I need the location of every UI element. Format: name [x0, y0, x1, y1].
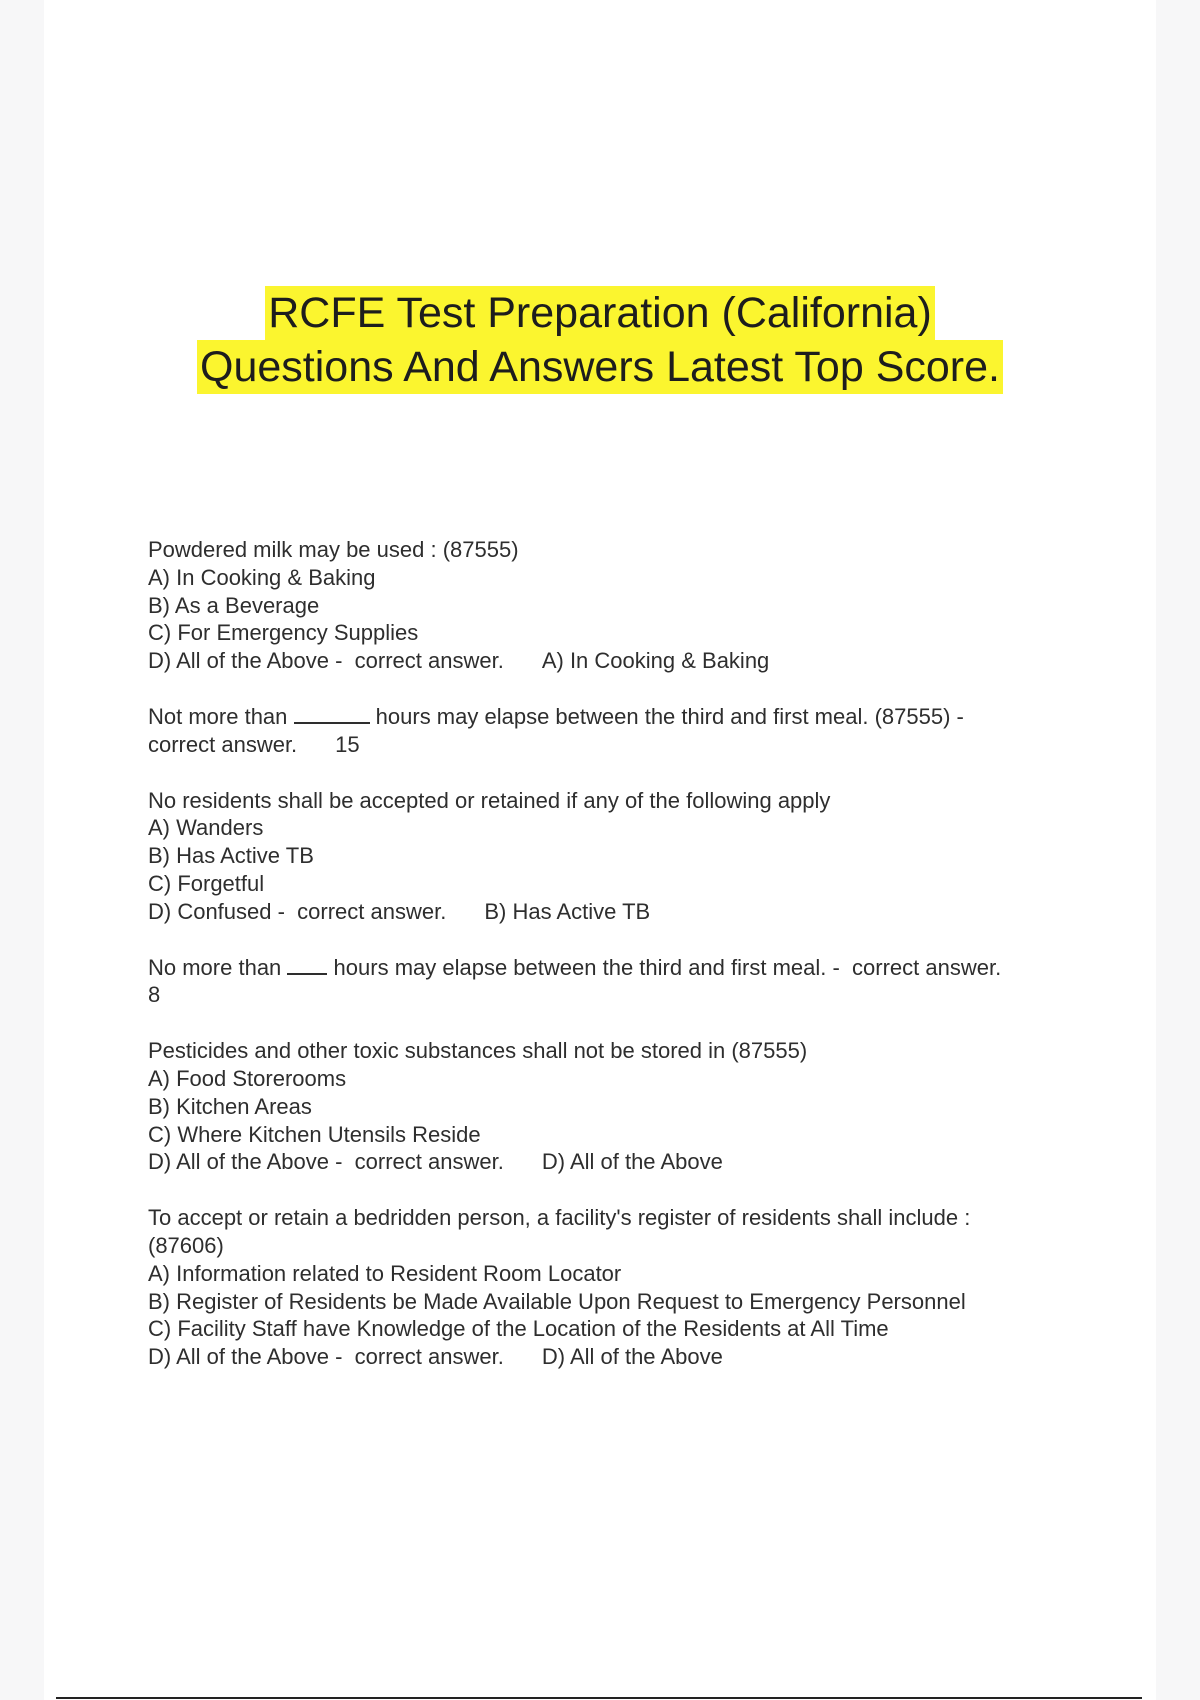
option-d: D) All of the Above - correct answer. [148, 1344, 504, 1370]
answer-line [148, 731, 1088, 759]
correct-answer: B) Has Active TB [484, 898, 651, 924]
option-d: D) All of the Above - correct answer. [148, 648, 504, 674]
option-c: C) For Emergency Supplies [148, 620, 419, 646]
answer-label: correct answer. [148, 731, 298, 757]
question-text-part: No more than [148, 954, 282, 980]
correct-answer: 8 [148, 982, 161, 1008]
questions-list [148, 536, 1088, 1399]
option-d-with-answer [148, 647, 1088, 675]
question-text-line [148, 703, 1088, 731]
question-text-part: Not more than [148, 703, 288, 729]
question-block-1 [148, 536, 1088, 675]
option-c: C) Facility Staff have Knowledge of the Location of the Residents at All Time [148, 1316, 889, 1342]
option-a: A) Food Storerooms [148, 1065, 347, 1091]
option-b: B) Has Active TB [148, 843, 314, 869]
option-d: D) All of the Above - correct answer. [148, 1149, 504, 1175]
option-a: A) Information related to Resident Room Locator [148, 1260, 622, 1286]
blank-line [294, 704, 370, 724]
question-text-line [148, 954, 1088, 982]
option-c: C) Forgetful [148, 870, 265, 896]
option-b: B) Kitchen Areas [148, 1093, 312, 1119]
question-block-5 [148, 1037, 1088, 1176]
correct-answer: D) All of the Above [541, 1344, 723, 1370]
question-text-part: hours may elapse between the third and first meal. (87555) - [375, 703, 964, 729]
question-block-4 [148, 954, 1088, 1010]
question-block-6 [148, 1204, 1088, 1371]
option-c: C) Where Kitchen Utensils Reside [148, 1121, 481, 1147]
question-block-2 [148, 703, 1088, 759]
correct-answer: D) All of the Above [541, 1149, 723, 1175]
question-text: No residents shall be accepted or retained if any of the following apply [148, 787, 831, 813]
blank-line [287, 955, 327, 975]
correct-answer: 15 [335, 731, 360, 757]
question-text-part: hours may elapse between the third and first meal. - correct answer. [333, 954, 1002, 980]
option-a: A) Wanders [148, 815, 264, 841]
question-text: Pesticides and other toxic substances shall not be stored in (87555) [148, 1038, 808, 1064]
question-block-3 [148, 787, 1088, 926]
option-d-with-answer [148, 898, 1088, 926]
option-a: A) In Cooking & Baking [148, 564, 376, 590]
title-line-1: RCFE Test Preparation (California) [265, 286, 935, 340]
option-d-with-answer [148, 1343, 1088, 1371]
option-d-with-answer [148, 1148, 1088, 1176]
title-line-2: Questions And Answers Latest Top Score. [197, 340, 1003, 394]
question-code: (87606) [148, 1232, 224, 1258]
question-text: To accept or retain a bedridden person, a facility's register of residents shall include : [148, 1205, 971, 1231]
correct-answer: A) In Cooking & Baking [541, 648, 770, 674]
bottom-rule [56, 1697, 1142, 1699]
option-b: B) Register of Residents be Made Available Upon Request to Emergency Personnel [148, 1288, 966, 1314]
question-text: Powdered milk may be used : (87555) [148, 537, 519, 562]
document-title [0, 286, 1200, 394]
option-d: D) Confused - correct answer. [148, 898, 447, 924]
option-b: B) As a Beverage [148, 592, 320, 618]
